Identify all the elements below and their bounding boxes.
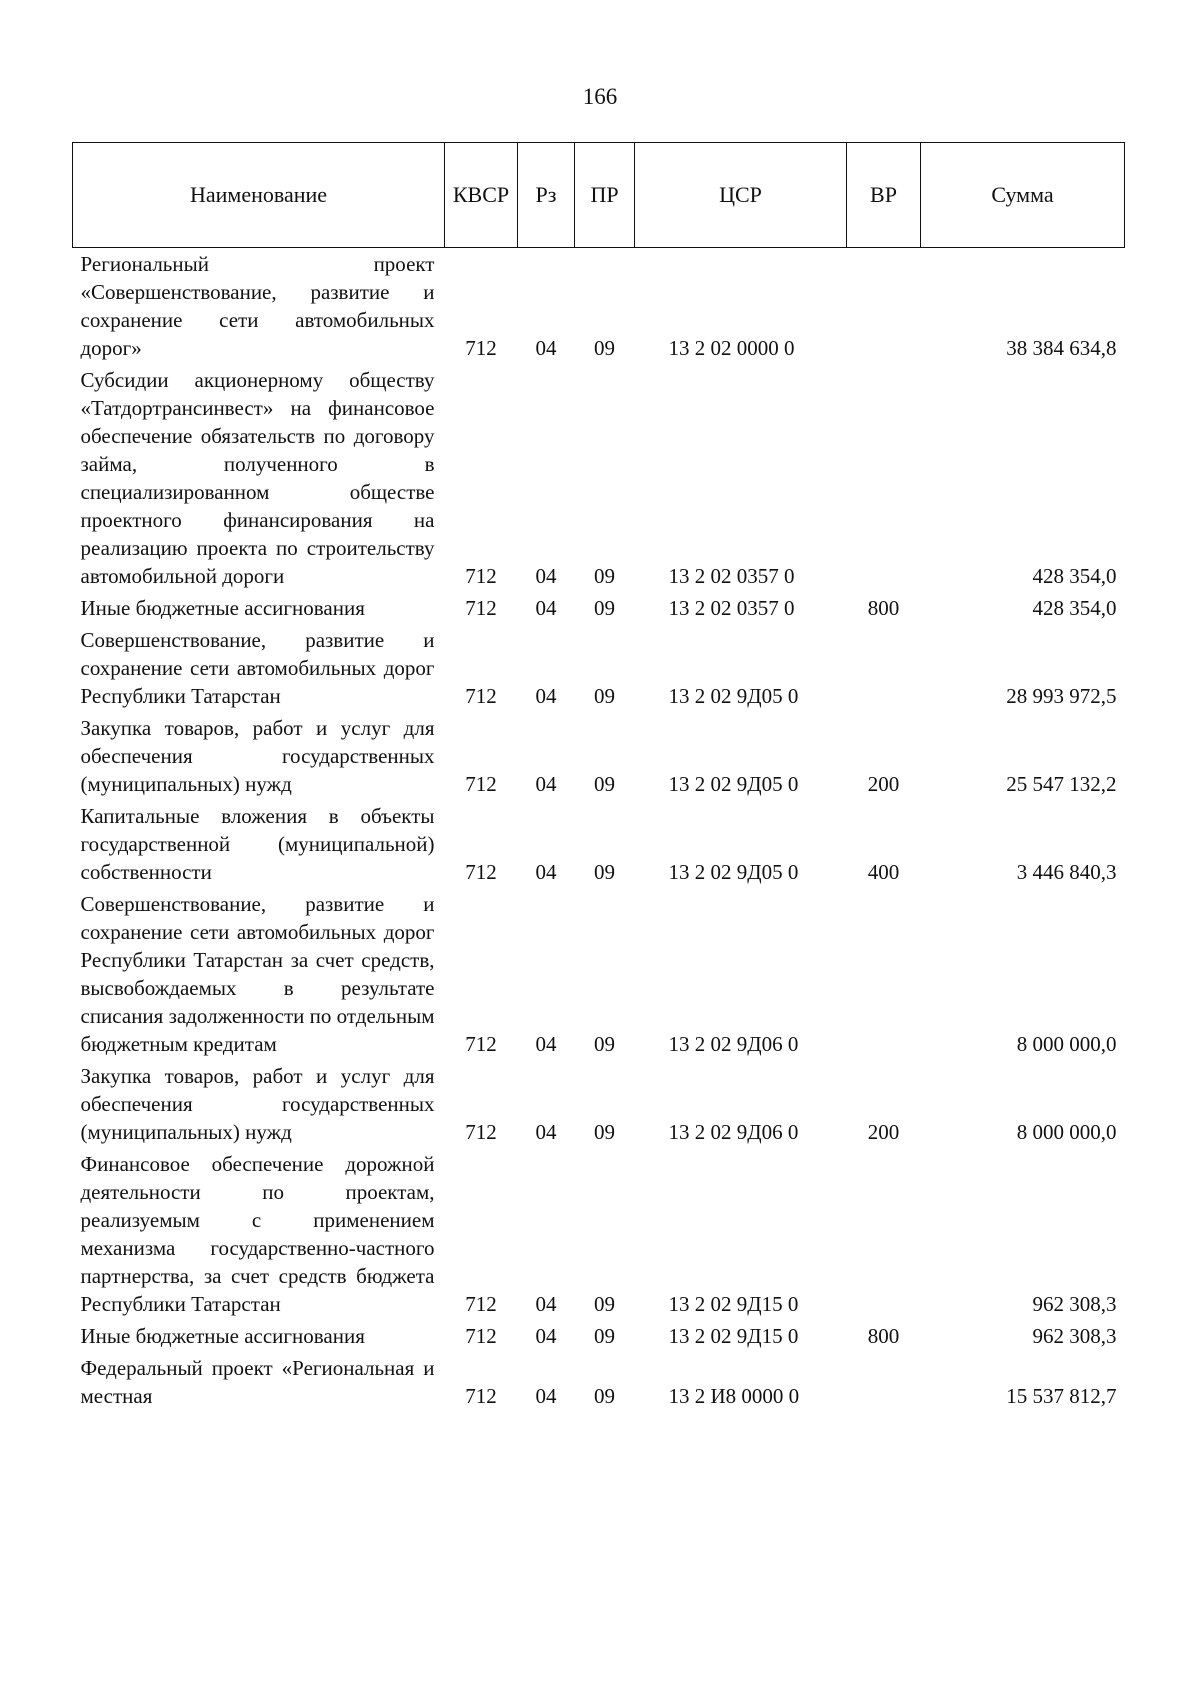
row-pr: 09 [594,564,615,588]
row-csr: 13 2 02 9Д05 0 [668,772,799,796]
row-vr [847,624,921,712]
row-sum: 428 354,0 [1032,564,1117,588]
row-sum: 8 000 000,0 [1016,1120,1117,1144]
header-csr: ЦСР [635,143,847,248]
table-body [73,248,1125,1413]
row-vr: 200 [867,772,900,796]
row-kvsr: 712 [465,860,497,884]
table-row [73,1320,1125,1352]
row-pr: 09 [594,1292,615,1316]
row-sum: 962 308,3 [1032,1324,1117,1348]
page-number: 166 [582,84,618,109]
row-pr: 09 [594,336,615,360]
table-row [73,1060,1125,1148]
row-kvsr: 712 [465,1324,497,1348]
row-name: Субсидии акционерному обществу «Татдортрансинвест» на финансовое обеспечение обязательств по договору займа, полученного в специализированном обществе проектного финансирования на реализацию проекта по строительству автомобильной дороги [80,368,435,588]
row-sum: 962 308,3 [1032,1292,1117,1316]
row-name: Совершенствование, развитие и сохранение сети автомобильных дорог Республики Татарстан за счет средств, высвобождаемых в результате списания задолженности по отдельным бюджетным кредитам [80,892,435,1056]
header-name: Наименование [73,143,445,248]
row-sum: 3 446 840,3 [1016,860,1117,884]
row-kvsr: 712 [465,596,497,620]
row-name: Капитальные вложения в объекты государственной (муниципальной) собственности [80,804,435,884]
row-name: Финансовое обеспечение дорожной деятельности по проектам, реализуемым с применением механизма государственно-частного партнерства, за счет средств бюджета Республики Татарстан [80,1152,435,1316]
budget-table-container [72,142,1124,1412]
row-csr: 13 2 02 9Д06 0 [668,1120,799,1144]
row-vr [847,1148,921,1320]
row-pr: 09 [594,596,615,620]
table-row [73,712,1125,800]
row-rz: 04 [535,1384,557,1408]
row-rz: 04 [535,860,557,884]
row-kvsr: 712 [465,1032,497,1056]
row-pr: 09 [594,1120,615,1144]
row-kvsr: 712 [465,772,497,796]
row-vr: 200 [867,1120,900,1144]
header-pr: ПР [575,143,635,248]
budget-table [72,142,1125,1412]
row-name: Федеральный проект «Региональная и местная [80,1356,435,1408]
row-name: Иные бюджетные ассигнования [80,1324,365,1348]
row-rz: 04 [535,772,557,796]
header-sum: Сумма [921,143,1125,248]
row-csr: 13 2 02 9Д15 0 [668,1292,799,1316]
row-sum: 15 537 812,7 [1006,1384,1117,1408]
row-pr: 09 [594,860,615,884]
table-row [73,624,1125,712]
table-row [73,592,1125,624]
row-vr: 800 [867,1324,900,1348]
row-csr: 13 2 02 9Д05 0 [668,684,799,708]
row-pr: 09 [594,1032,615,1056]
row-sum: 28 993 972,5 [1006,684,1117,708]
row-pr: 09 [594,684,615,708]
row-rz: 04 [535,596,557,620]
row-csr: 13 2 02 0357 0 [668,564,795,588]
row-name: Совершенствование, развитие и сохранение сети автомобильных дорог Республики Татарстан [80,628,435,708]
row-vr [847,248,921,365]
row-rz: 04 [535,1324,557,1348]
row-rz: 04 [535,336,557,360]
row-kvsr: 712 [465,336,497,360]
header-vr: ВР [847,143,921,248]
row-kvsr: 712 [465,684,497,708]
table-row [73,1148,1125,1320]
row-name: Закупка товаров, работ и услуг для обеспечения государственных (муниципальных) нужд [80,1064,435,1144]
row-rz: 04 [535,1120,557,1144]
row-csr: 13 2 И8 0000 0 [668,1384,800,1408]
table-row [73,888,1125,1060]
row-pr: 09 [594,772,615,796]
row-csr: 13 2 02 0000 0 [668,336,795,360]
row-sum: 428 354,0 [1032,596,1117,620]
header-row [73,143,1125,248]
row-vr: 400 [867,860,900,884]
header-kvsr: КВСР [445,143,518,248]
table-header [73,143,1125,248]
row-vr [847,364,921,592]
row-name: Иные бюджетные ассигнования [80,596,365,620]
row-rz: 04 [535,564,557,588]
table-row [73,248,1125,365]
row-rz: 04 [535,684,557,708]
row-rz: 04 [535,1292,557,1316]
row-name: Закупка товаров, работ и услуг для обеспечения государственных (муниципальных) нужд [80,716,435,796]
row-kvsr: 712 [465,564,497,588]
row-csr: 13 2 02 0357 0 [668,596,795,620]
table-row [73,1352,1125,1412]
row-vr: 800 [867,596,900,620]
row-csr: 13 2 02 9Д15 0 [668,1324,799,1348]
table-row [73,800,1125,888]
row-pr: 09 [594,1384,615,1408]
row-sum: 25 547 132,2 [1006,772,1117,796]
row-pr: 09 [594,1324,615,1348]
row-sum: 38 384 634,8 [1006,336,1117,360]
row-rz: 04 [535,1032,557,1056]
row-kvsr: 712 [465,1292,497,1316]
row-name: Региональный проект «Совершенствование, развитие и сохранение сети автомобильных дорог» [80,252,435,360]
row-vr [847,1352,921,1412]
row-sum: 8 000 000,0 [1016,1032,1117,1056]
row-csr: 13 2 02 9Д05 0 [668,860,799,884]
header-rz: Рз [518,143,575,248]
row-csr: 13 2 02 9Д06 0 [668,1032,799,1056]
row-kvsr: 712 [465,1384,497,1408]
row-kvsr: 712 [465,1120,497,1144]
row-vr [847,888,921,1060]
table-row [73,364,1125,592]
